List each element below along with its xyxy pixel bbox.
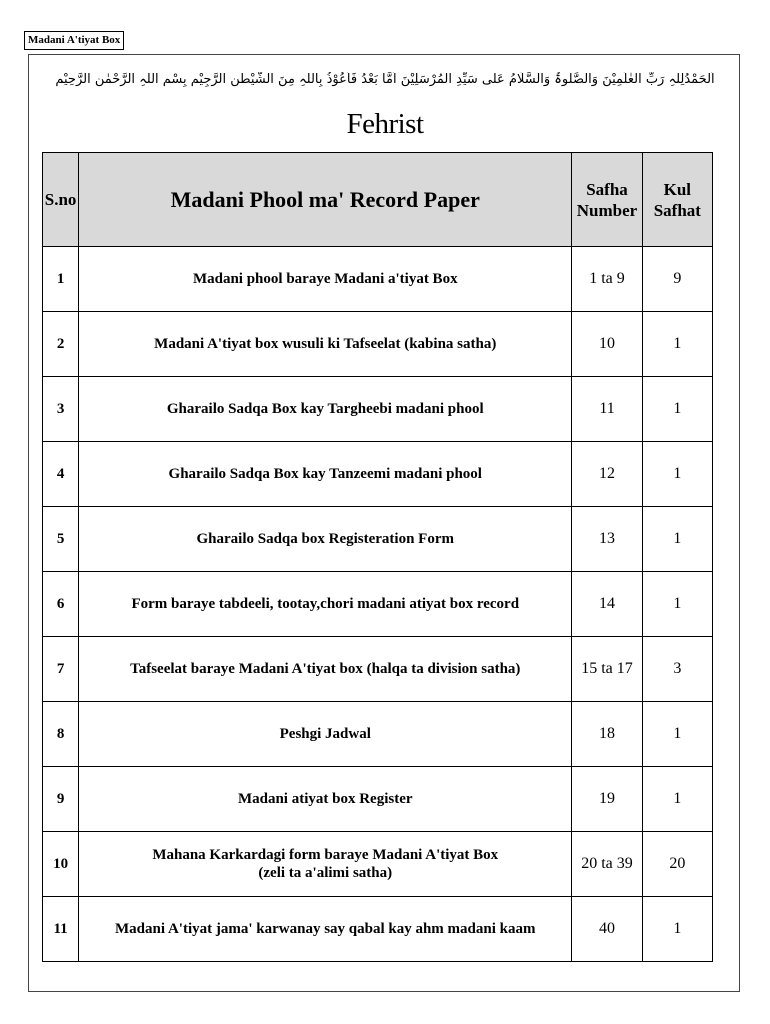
- row-title-line2: (zeli ta a'alimi satha): [258, 865, 393, 881]
- row-title-line1: Mahana Karkardagi form baraye Madani A'tiyat Box: [152, 847, 499, 863]
- row-total-pages: 3: [642, 637, 712, 702]
- table-body: [43, 247, 713, 962]
- row-sno: 1: [43, 247, 79, 312]
- row-page-number: 18: [572, 702, 642, 767]
- row-title-line1: Gharailo Sadqa Box kay Tanzeemi madani phool: [168, 466, 482, 482]
- row-title: [79, 572, 572, 637]
- row-sno: 2: [43, 312, 79, 377]
- row-page-number: 14: [572, 572, 642, 637]
- row-sno: 11: [43, 897, 79, 962]
- row-sno: 9: [43, 767, 79, 832]
- row-title-line1: Form baraye tabdeeli, tootay,chori madani atiyat box record: [131, 596, 520, 612]
- header-total-pages-line1: Kul: [663, 179, 692, 199]
- index-table: [42, 152, 713, 962]
- row-title-line1: Madani atiyat box Register: [237, 791, 413, 807]
- row-page-number: 13: [572, 507, 642, 572]
- row-total-pages: 1: [642, 377, 712, 442]
- row-title: [79, 247, 572, 312]
- header-page-number: [572, 153, 642, 247]
- row-total-pages: 1: [642, 767, 712, 832]
- table-row: [43, 637, 713, 702]
- row-sno: 4: [43, 442, 79, 507]
- row-total-pages: 9: [642, 247, 712, 312]
- row-title: [79, 442, 572, 507]
- row-title: [79, 312, 572, 377]
- row-total-pages: 1: [642, 572, 712, 637]
- row-title: [79, 897, 572, 962]
- row-sno: 8: [43, 702, 79, 767]
- document-tab-label: Madani A'tiyat Box: [24, 31, 124, 50]
- header-page-number-line2: Number: [576, 200, 638, 220]
- row-title: [79, 832, 572, 897]
- table-row: [43, 767, 713, 832]
- table-header-row: [43, 153, 713, 247]
- header-title: Madani Phool ma' Record Paper: [79, 153, 572, 247]
- row-page-number: 1 ta 9: [572, 247, 642, 312]
- table-row: [43, 832, 713, 897]
- row-title: [79, 637, 572, 702]
- header-total-pages-line2: Safhat: [653, 200, 701, 220]
- row-title-line1: Peshgi Jadwal: [279, 726, 371, 742]
- row-title-line1: Madani phool baraye Madani a'tiyat Box: [192, 271, 458, 287]
- row-page-number: 15 ta 17: [572, 637, 642, 702]
- row-sno: 7: [43, 637, 79, 702]
- row-sno: 3: [43, 377, 79, 442]
- table-row: [43, 377, 713, 442]
- bismillah-text: اَلْحَمْدُلِلّٰہِ رَبِّ الْعٰلَمِیْنَ وَالصَّلٰوۃُ وَالسَّلَامُ عَلٰی سَیِّدِ الْمُرْسَلِیْنَ اَمَّا بَعْدُ فَاَعُوْذُ بِاللّٰہِ مِنَ الشَّیْطٰنِ الرَّجِیْمِ بِسْمِ اللّٰہِ الرَّحْمٰنِ الرَّحِیْمِ: [55, 72, 715, 87]
- row-total-pages: 1: [642, 702, 712, 767]
- table-row: [43, 247, 713, 312]
- table-row: [43, 312, 713, 377]
- row-title-line1: Gharailo Sadqa Box kay Targheebi madani phool: [166, 401, 484, 417]
- page-title: Fehrist: [346, 108, 424, 140]
- row-page-number: 10: [572, 312, 642, 377]
- row-title-line1: Madani A'tiyat jama' karwanay say qabal kay ahm madani kaam: [115, 921, 536, 937]
- header-page-number-line1: Safha: [586, 179, 628, 199]
- row-title-line1: Tafseelat baraye Madani A'tiyat box (halqa ta division satha): [130, 661, 521, 677]
- row-page-number: 11: [572, 377, 642, 442]
- row-total-pages: 1: [642, 312, 712, 377]
- row-title-line1: Gharailo Sadqa box Registeration Form: [196, 531, 454, 547]
- row-page-number: 20 ta 39: [572, 832, 642, 897]
- table-row: [43, 572, 713, 637]
- row-total-pages: 1: [642, 442, 712, 507]
- row-title: [79, 767, 572, 832]
- row-total-pages: 1: [642, 507, 712, 572]
- row-title: [79, 702, 572, 767]
- row-sno: 10: [43, 832, 79, 897]
- row-page-number: 12: [572, 442, 642, 507]
- header-total-pages: [642, 153, 712, 247]
- table-row: [43, 442, 713, 507]
- row-sno: 5: [43, 507, 79, 572]
- row-total-pages: 20: [642, 832, 712, 897]
- row-title: [79, 377, 572, 442]
- row-total-pages: 1: [642, 897, 712, 962]
- table-row: [43, 702, 713, 767]
- table-row: [43, 897, 713, 962]
- table-row: [43, 507, 713, 572]
- row-page-number: 19: [572, 767, 642, 832]
- row-sno: 6: [43, 572, 79, 637]
- row-title-line1: Madani A'tiyat box wusuli ki Tafseelat (kabina satha): [154, 336, 497, 352]
- row-title: [79, 507, 572, 572]
- header-sno: S.no: [43, 153, 79, 247]
- row-page-number: 40: [572, 897, 642, 962]
